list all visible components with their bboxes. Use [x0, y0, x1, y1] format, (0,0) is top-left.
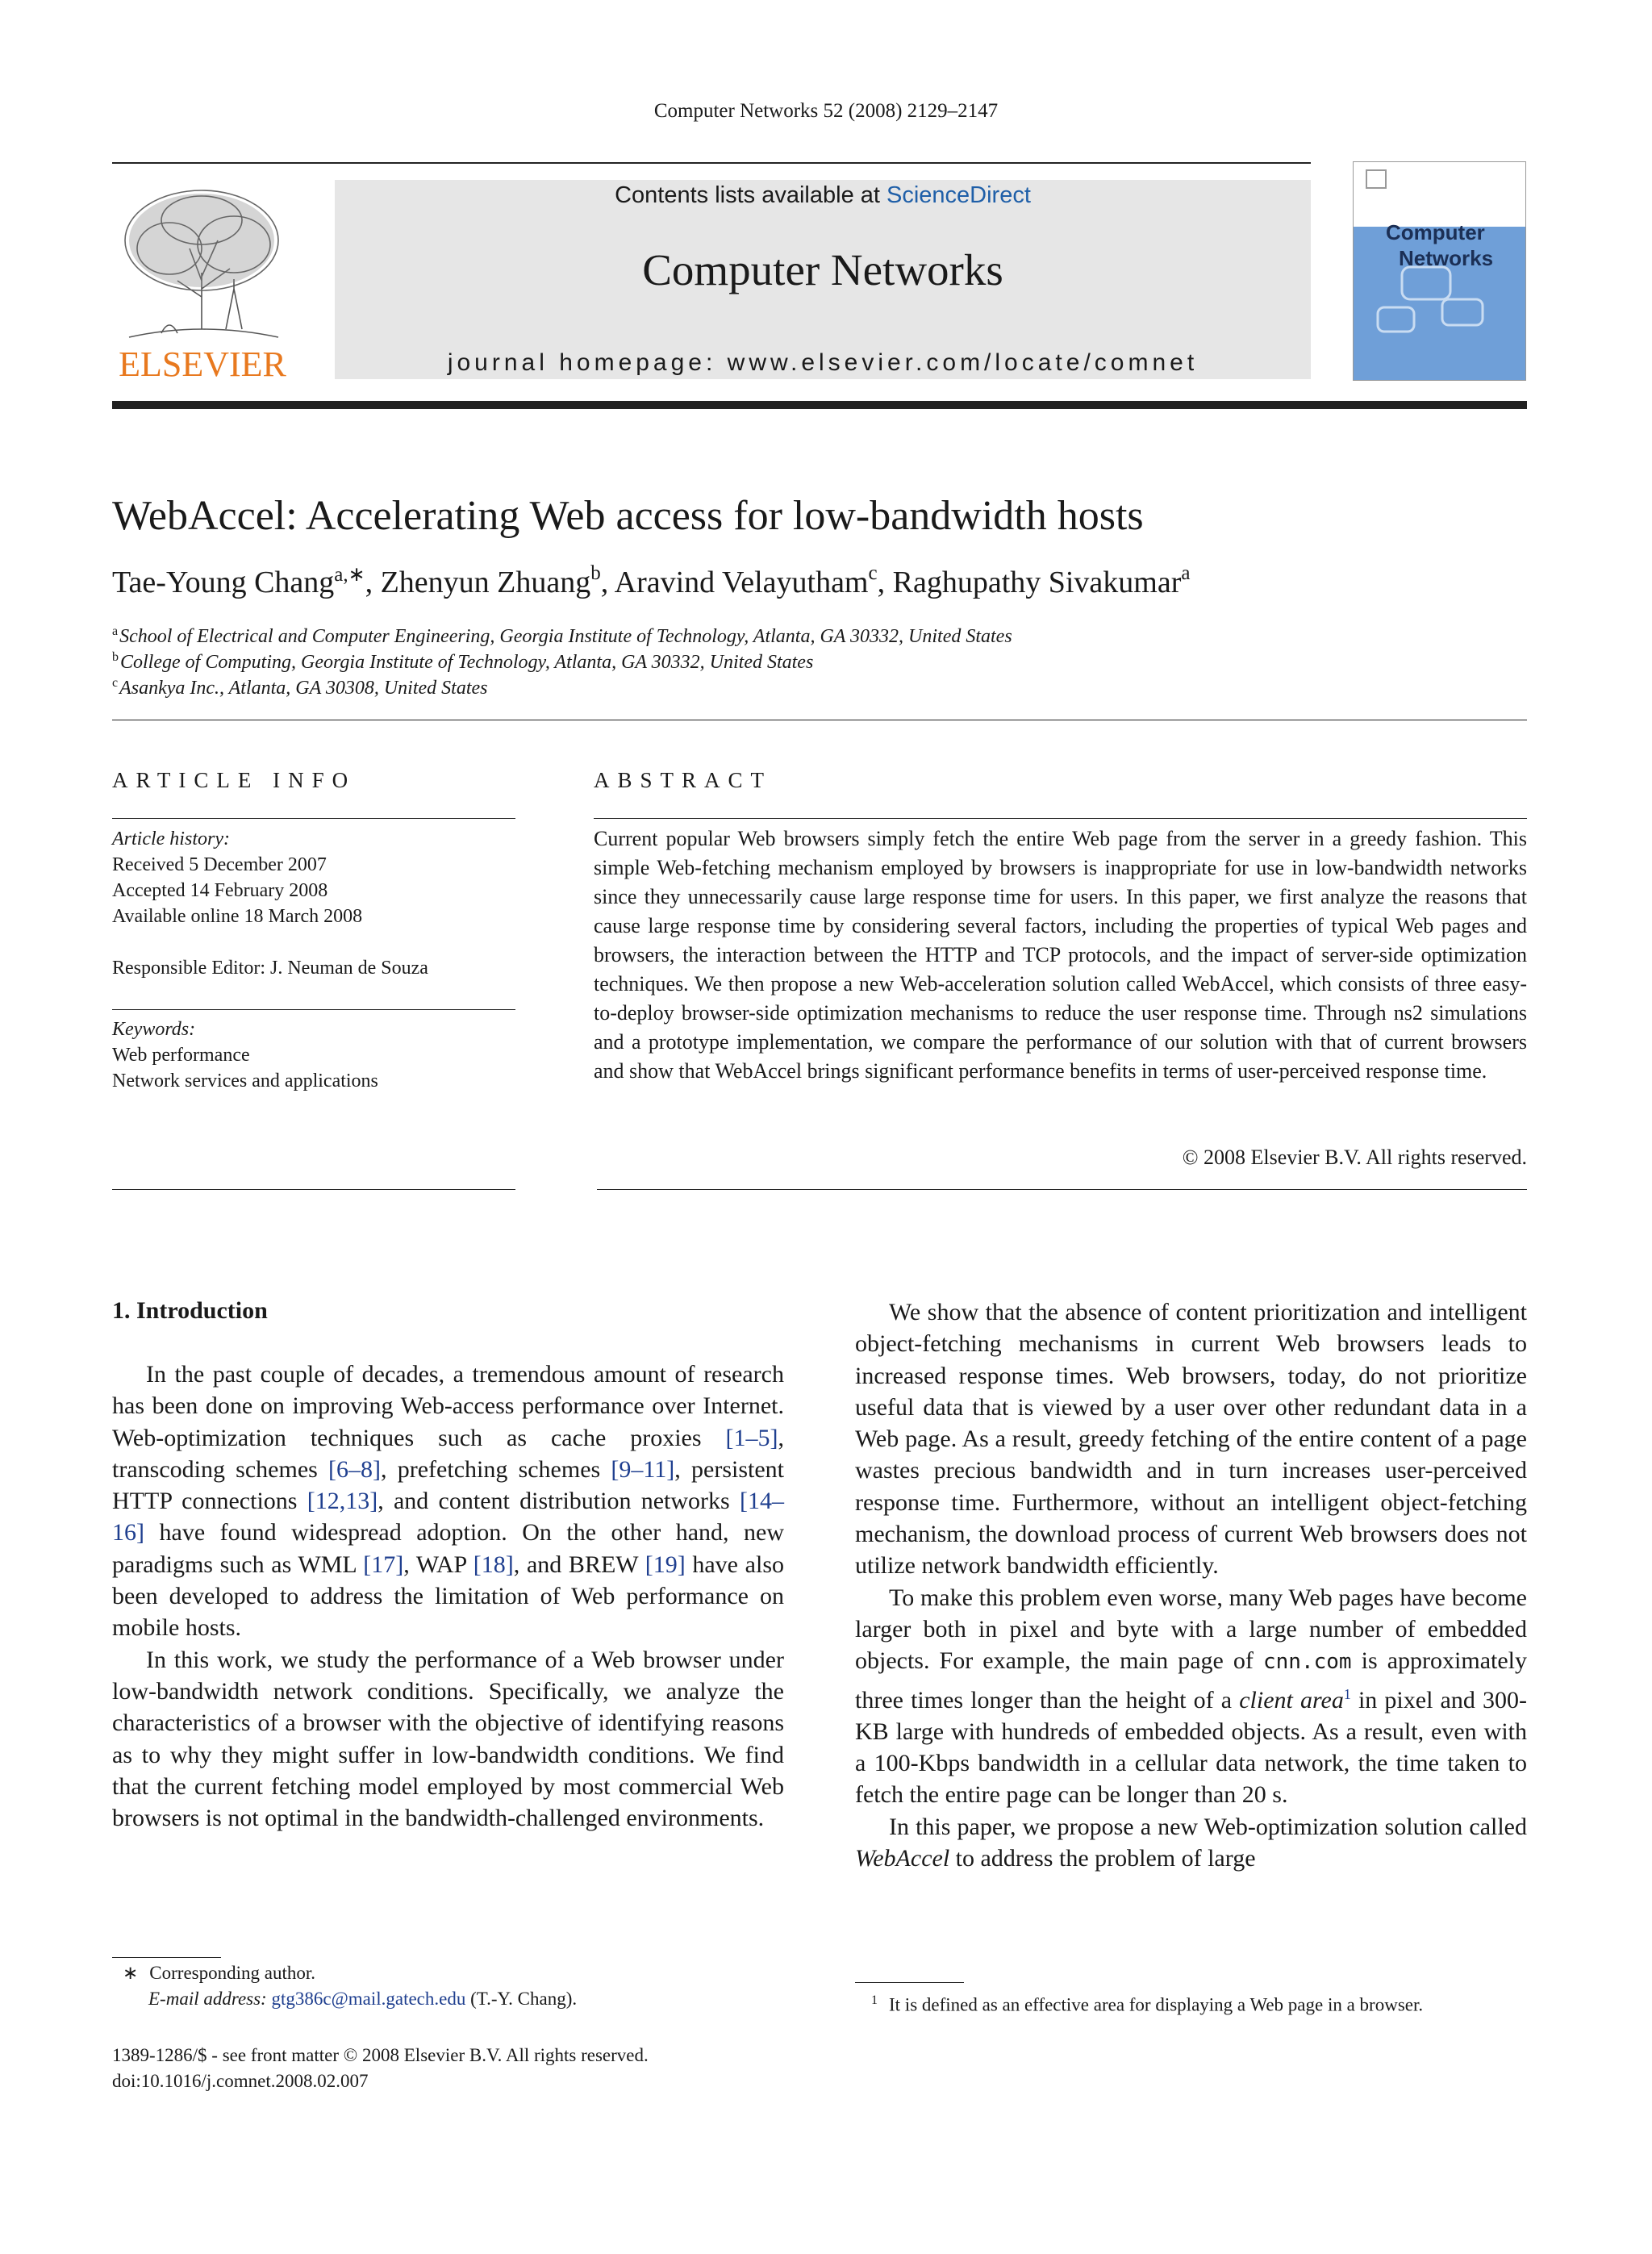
tree-icon — [113, 184, 292, 382]
sciencedirect-link[interactable]: ScienceDirect — [886, 182, 1031, 208]
header-thick-rule — [112, 401, 1527, 409]
cover-title-2: Networks — [1399, 246, 1494, 270]
author-sup: a — [1181, 562, 1191, 584]
citation-link[interactable]: [9–11] — [611, 1455, 675, 1483]
author-sup: a,∗ — [334, 564, 365, 586]
inline-code: cnn.com — [1263, 1650, 1352, 1675]
affiliation-mark: a — [112, 624, 119, 638]
body-column-left — [112, 1359, 784, 1834]
citation-link[interactable]: [12,13] — [307, 1488, 378, 1515]
abstract-heading: ABSTRACT — [594, 768, 773, 792]
journal-title: Computer Networks — [642, 245, 1003, 294]
keywords-block — [112, 1016, 515, 1094]
cover-image — [1354, 162, 1525, 380]
footnote-rule-right — [855, 1982, 964, 1983]
paragraph: In this work, we study the performance of a Web browser under low-bandwidth network conditions. Specifically, we analyze the characteristics of a browser with the objective of identifying reasons as to why they might suffer in low-bandwidth conditions. We find that the current fetching model employed by most commercial Web browsers is not optimal in the bandwidth-challenged environments. — [112, 1646, 784, 1832]
paragraph: In the past couple of decades, a tremendous amount of research has been done on improving Web-access performance over Internet. Web-optimization techniques such as cache proxies [1–5], transcoding schemes [6–8], prefetching schemes [9–11], persistent HTTP connections [12,13], and content distribution networks [14–16] have found widespread adoption. On the other hand, new paradigms such as WML [17], WAP [18], and BREW [19] have also been developed to address the limitation of Web performance on mobile hosts. — [112, 1361, 784, 1642]
citation-link[interactable]: [19] — [645, 1551, 686, 1578]
article-info-heading: ARTICLE INFO — [112, 768, 357, 792]
footnote-link[interactable]: 1 — [1343, 1685, 1351, 1702]
abstract-rule — [594, 818, 1527, 819]
doi-line[interactable]: doi:10.1016/j.comnet.2008.02.007 — [112, 2071, 369, 2091]
affiliation-text: Asankya Inc., Atlanta, GA 30308, United States — [119, 678, 488, 699]
paper-title: WebAccel: Accelerating Web access for low-bandwidth hosts — [112, 493, 1144, 539]
paragraph: To make this problem even worse, many Web pages have become larger both in pixel and byte with a large number of embedded objects. For example, the main page of cnn.com is approximately three times longer than the height of a client area$^1$ in pixel and 300-KB large with hundreds of embedded objects. As a result, even with a 100-Kbps bandwidth in a cellular data network, the time taken to fetch the entire page can be longer than 20 s. — [855, 1584, 1527, 1809]
citation-link[interactable]: [14–16] — [112, 1488, 784, 1546]
author-sup: c — [868, 562, 878, 584]
author-sup: b — [590, 562, 601, 584]
elsevier-logo — [113, 184, 292, 382]
citation-link[interactable]: [1–5] — [725, 1424, 778, 1451]
abstract-copyright: © 2008 Elsevier B.V. All rights reserved. — [1182, 1146, 1527, 1169]
received-date: Received 5 December 2007 — [112, 854, 327, 875]
section-heading: 1. Introduction — [112, 1297, 268, 1324]
email-link[interactable]: gtg386c@mail.gatech.edu — [271, 1989, 466, 2009]
article-history — [112, 826, 515, 981]
front-matter — [112, 2043, 919, 2094]
issn-line: 1389-1286/$ - see front matter © 2008 Elsevier B.V. All rights reserved. — [112, 2045, 649, 2065]
affiliation-mark: b — [112, 650, 119, 664]
publisher-name: ELSEVIER — [119, 344, 286, 382]
journal-homepage[interactable]: journal homepage: www.elsevier.com/locate/comnet — [447, 349, 1199, 376]
affiliation-mark: c — [112, 676, 119, 690]
paragraph: We show that the absence of content prioritization and intelligent object-fetching mechanisms in current Web browsers leads to increased response times. Web browsers, today, do not prioritize useful data that is viewed by a user over other redundant data in a Web page. As a result, greedy fetching of the entire content of a page wastes precious bandwidth and in turn increases user-perceived response time. Furthermore, without an intelligent object-fetching mechanism, the download process of current Web browsers does not utilize network bandwidth efficiently. — [855, 1299, 1527, 1580]
keywords-label: Keywords: — [112, 1019, 196, 1040]
abstract-bottom-rule — [597, 1189, 1527, 1190]
info-bottom-rule — [112, 1189, 515, 1190]
contents-line — [335, 182, 1311, 209]
header-rule — [112, 162, 1311, 164]
accepted-date: Accepted 14 February 2008 — [112, 880, 328, 901]
citation-link[interactable]: [6–8] — [328, 1455, 382, 1483]
info-rule — [112, 818, 515, 819]
author-list: Tae-Young Chang$^{a,∗}$, Zhenyun Zhuang$^b$, Aravind Velayutham$^c$, Raghupathy Sivakumar$^a$ — [112, 562, 1191, 599]
keywords-rule — [112, 1009, 515, 1010]
author-name: Aravind Velayutham — [614, 566, 869, 599]
author-name: Tae-Young Chang — [112, 566, 335, 599]
keyword: Web performance — [112, 1045, 250, 1066]
affiliation — [112, 650, 813, 674]
affiliation-text: School of Electrical and Computer Engineering, Georgia Institute of Technology, Atlanta, GA 30332, United States — [119, 626, 1012, 647]
citation-link[interactable]: [18] — [473, 1551, 514, 1578]
affiliation — [112, 676, 488, 699]
author-name: Zhenyun Zhuang — [380, 566, 591, 599]
abstract-text: Current popular Web browsers simply fetch the entire Web page from the server in a greedy fashion. This simple Web-fetching mechanism employed by browsers is inappropriate for use in low-bandwidth networks since they unnecessarily cause large response time for users. In this paper, we first analyze the reasons that cause large response time by considering several factors, including the properties of typical Web pages and browsers, the interaction between the HTTP and TCP protocols, and the impact of server-side optimization techniques. We then propose a new Web-acceleration solution called WebAccel, which consists of three easy-to-deploy browser-side optimization mechanisms to reduce the user response time. Through ns2 simulations and a prototype implementation, we compare the performance of our solution with that of current browsers and show that WebAccel brings significant performance benefits in terms of user-perceived response time. — [594, 827, 1527, 1083]
citation-link[interactable]: [17] — [363, 1551, 404, 1578]
body-column-right — [855, 1296, 1527, 1874]
online-date: Available online 18 March 2008 — [112, 906, 363, 927]
journal-cover — [1353, 161, 1526, 381]
history-label: Article history: — [112, 829, 230, 849]
affiliation — [112, 624, 1012, 648]
paragraph: In this paper, we propose a new Web-optimization solution called WebAccel to address the problem of large — [855, 1813, 1527, 1872]
footnote-1: $^1$ It is defined as an effective area for displaying a Web page in a browser. — [871, 1993, 1424, 2015]
cover-title-1: Computer — [1386, 220, 1485, 244]
contents-prefix: Contents lists available at — [615, 182, 886, 208]
keyword: Network services and applications — [112, 1071, 378, 1092]
footnote-rule-left — [112, 1957, 221, 1958]
footnote-corresponding: ∗ Corresponding author. E-mail address: gtg386c@mail.gatech.edu (T.-Y. Chang). — [123, 1963, 578, 2009]
affiliation-text: College of Computing, Georgia Institute of Technology, Atlanta, GA 30332, United States — [120, 652, 814, 673]
journal-reference: Computer Networks 52 (2008) 2129–2147 — [653, 100, 999, 122]
responsible-editor: Responsible Editor: J. Neuman de Souza — [112, 958, 428, 979]
author-name: Raghupathy Sivakumar — [892, 566, 1182, 599]
